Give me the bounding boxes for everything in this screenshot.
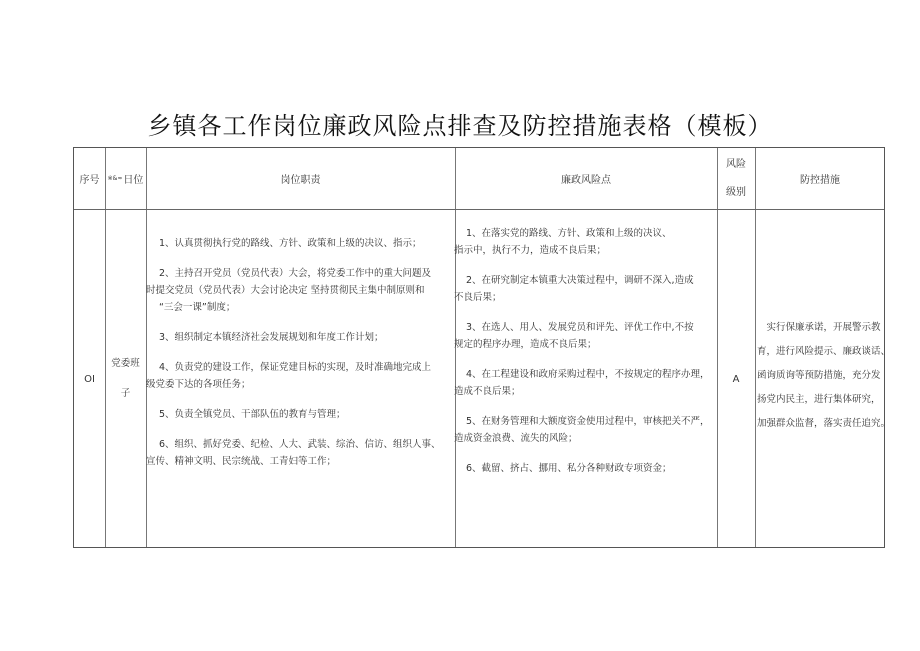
header-risk-points [455, 148, 717, 209]
header-post [105, 148, 146, 209]
header-duties [146, 148, 455, 209]
measure-line: 加强群众监督，落实责任追究。 [757, 418, 891, 429]
row-measures [757, 316, 891, 436]
measure-line: 函询质询等预防措施，充分发 [757, 370, 881, 381]
measure-line: 扬党内民主，进行集体研究， [757, 394, 881, 405]
risk-item: 4、在工程建设和政府采购过程中，不按规定的程序办理， 造成不良后果； [454, 369, 710, 397]
row-risk-points [454, 225, 716, 490]
header-post-prefix: ※&≈ [107, 175, 123, 182]
risk-item: 5、在财务管理和大额度资金使用过程中，审核把关不严， 造成资金浪费、流失的风险； [454, 416, 710, 444]
header-risk-level-line1: 风险 [726, 158, 746, 170]
row-duties [146, 235, 453, 483]
risk-table [73, 147, 891, 548]
duty-item: 5、负责全镇党员、干部队伍的教育与管理； [159, 409, 346, 420]
header-post-label: 日位 [123, 175, 144, 186]
duty-item: 6、组织、抓好党委、纪检、人大、武装、综治、信访、组织人事、 宣传、精神文明、民宗统战、工青妇等工作； [146, 439, 441, 467]
duty-item: 4、负责党的建设工作，保证党建目标的实现，及时准确地完成上 级党委下达的各项任务； [146, 362, 432, 390]
row-risk-level: A [732, 373, 740, 385]
header-risk-level-line2: 级别 [726, 186, 746, 198]
row-post-line2: 子 [120, 388, 131, 399]
duty-item: 3、组织制定本镇经济社会发展规划和年度工作计划； [159, 332, 384, 343]
risk-item: 3、在选人、用人、发展党员和评先、评优工作中,不按 规定的程序办理，造成不良后果； [454, 322, 694, 350]
risk-item: 2、在研究制定本镇重大决策过程中，调研不深入,造成 不良后果； [454, 275, 694, 303]
header-divider [74, 209, 884, 210]
measure-line: 实行保廉承诺，开展警示教 [757, 322, 881, 333]
header-measures-label: 防控措施 [800, 175, 840, 186]
header-seq-label: 序号 [79, 175, 100, 186]
risk-item: 6、截留、挤占、挪用、私分各种财政专项资金； [466, 463, 672, 474]
duty-item: 1、认真贯彻执行党的路线、方针、政策和上级的决议、指示； [159, 238, 422, 249]
header-duties-label: 岗位职责 [280, 175, 321, 186]
risk-item: 1、在落实党的路线、方针、政策和上级的决议、 指示中，执行不力，造成不良后果； [454, 228, 672, 256]
duty-item: 2、主持召开党员（党员代表）大会，将党委工作中的重大问题及 时提交党员（党员代表）大会讨论决定 坚持贯彻民主集中制原则和 “三会一课”制度； [146, 268, 432, 313]
header-risk-points-label: 廉政风险点 [561, 175, 611, 186]
measure-line: 育，进行风险提示、廉政谈话、 [757, 346, 891, 357]
row-seq: OI [84, 373, 95, 385]
header-measures [755, 148, 885, 209]
page-title: 乡镇各工作岗位廉政风险点排查及防控措施表格（模板） [147, 112, 773, 140]
header-seq [74, 148, 105, 209]
row-post-line1: 党委班 [111, 358, 140, 369]
header-risk-level [717, 148, 755, 209]
row-post [105, 210, 146, 548]
